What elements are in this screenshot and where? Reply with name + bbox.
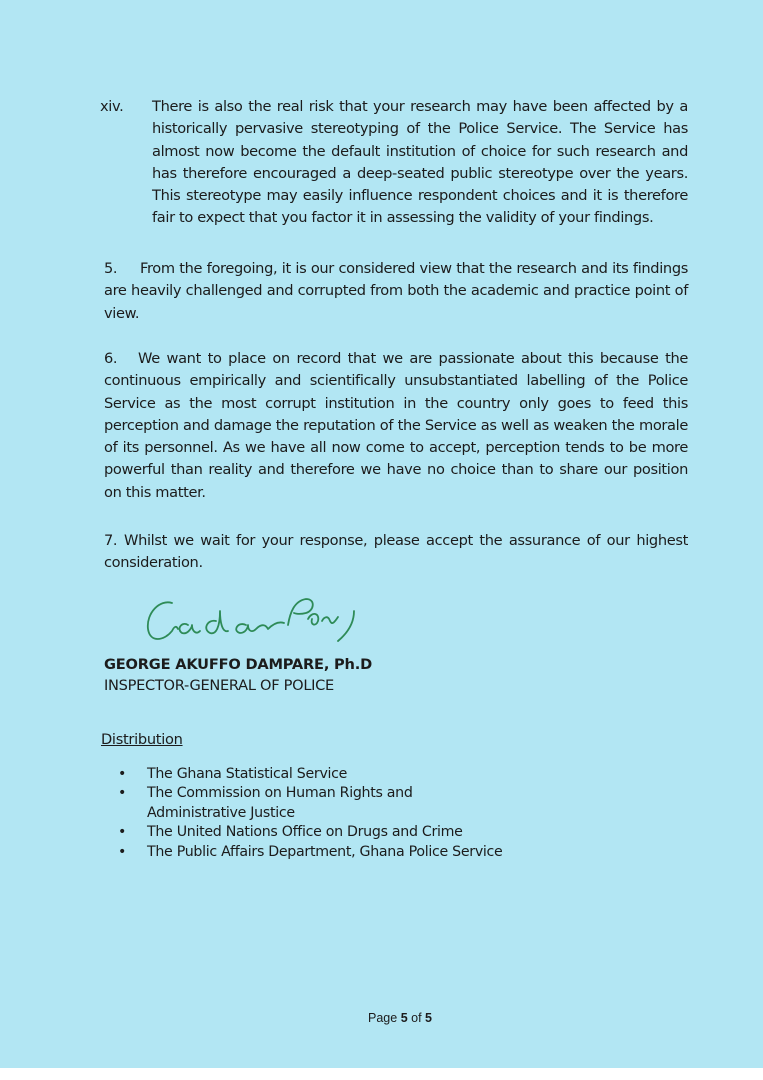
signatory-title: INSPECTOR-GENERAL OF POLICE: [104, 677, 334, 694]
paragraph-7: [104, 530, 688, 575]
list-item-xiv: [100, 96, 688, 230]
distribution-item: [118, 823, 503, 842]
of-word: of: [411, 1011, 422, 1025]
paragraph-number: 5.: [104, 260, 118, 277]
signature-image: [138, 585, 398, 655]
distribution-item: [118, 765, 503, 784]
paragraph-6: [104, 348, 688, 504]
current-page-number: 5: [400, 1011, 408, 1025]
distribution-item: [118, 843, 503, 862]
distribution-item-text: The Commission on Human Rights and Administrative Justice: [147, 785, 413, 821]
paragraph-text: From the foregoing, it is our considered view that the research and its findings are heavily challenged and corrupted from both the academic and practice point of view.: [104, 260, 688, 322]
paragraph-text: Whilst we wait for your response, please accept the assurance of our highest consideration.: [104, 532, 688, 572]
total-pages-number: 5: [425, 1011, 432, 1025]
distribution-heading: Distribution: [101, 731, 183, 748]
bullet-icon: •: [118, 785, 127, 802]
signatory-name: GEORGE AKUFFO DAMPARE, Ph.D: [104, 656, 372, 673]
distribution-item-text: The United Nations Office on Drugs and Crime: [147, 824, 463, 841]
distribution-item: [118, 784, 447, 823]
page-footer: [0, 1011, 763, 1025]
distribution-list: [118, 765, 503, 862]
distribution-item-text: The Public Affairs Department, Ghana Police Service: [147, 843, 503, 860]
paragraph-number: 6.: [104, 350, 118, 367]
paragraph-number: 7.: [104, 532, 118, 549]
item-text: There is also the real risk that your research may have been affected by a historically pervasive stereotyping of the Police Service. The Service has almost now become the default institution of choice for such research and has therefore encouraged a deep-seated public stereotype over the years. This stereotype may easily influence respondent choices and it is therefore fair to expect that you factor it in assessing the validity of your findings.: [152, 98, 688, 227]
bullet-icon: •: [118, 843, 127, 860]
page-word: Page: [368, 1011, 398, 1025]
distribution-item-text: The Ghana Statistical Service: [147, 766, 348, 782]
bullet-icon: •: [118, 766, 127, 782]
bullet-icon: •: [118, 824, 127, 841]
paragraph-5: [104, 258, 688, 325]
paragraph-text: We want to place on record that we are passionate about this because the continuous empirically and scientifically unsubstantiated labelling of the Police Service as the most corrupt institution in the country only goes to feed this perception and damage the reputation of the Service as well as weaken the morale of its personnel. As we have all now come to accept, perception tends to be more powerful than reality and therefore we have no choice than to share our position on this matter.: [104, 350, 688, 501]
item-marker: xiv.: [100, 98, 124, 115]
